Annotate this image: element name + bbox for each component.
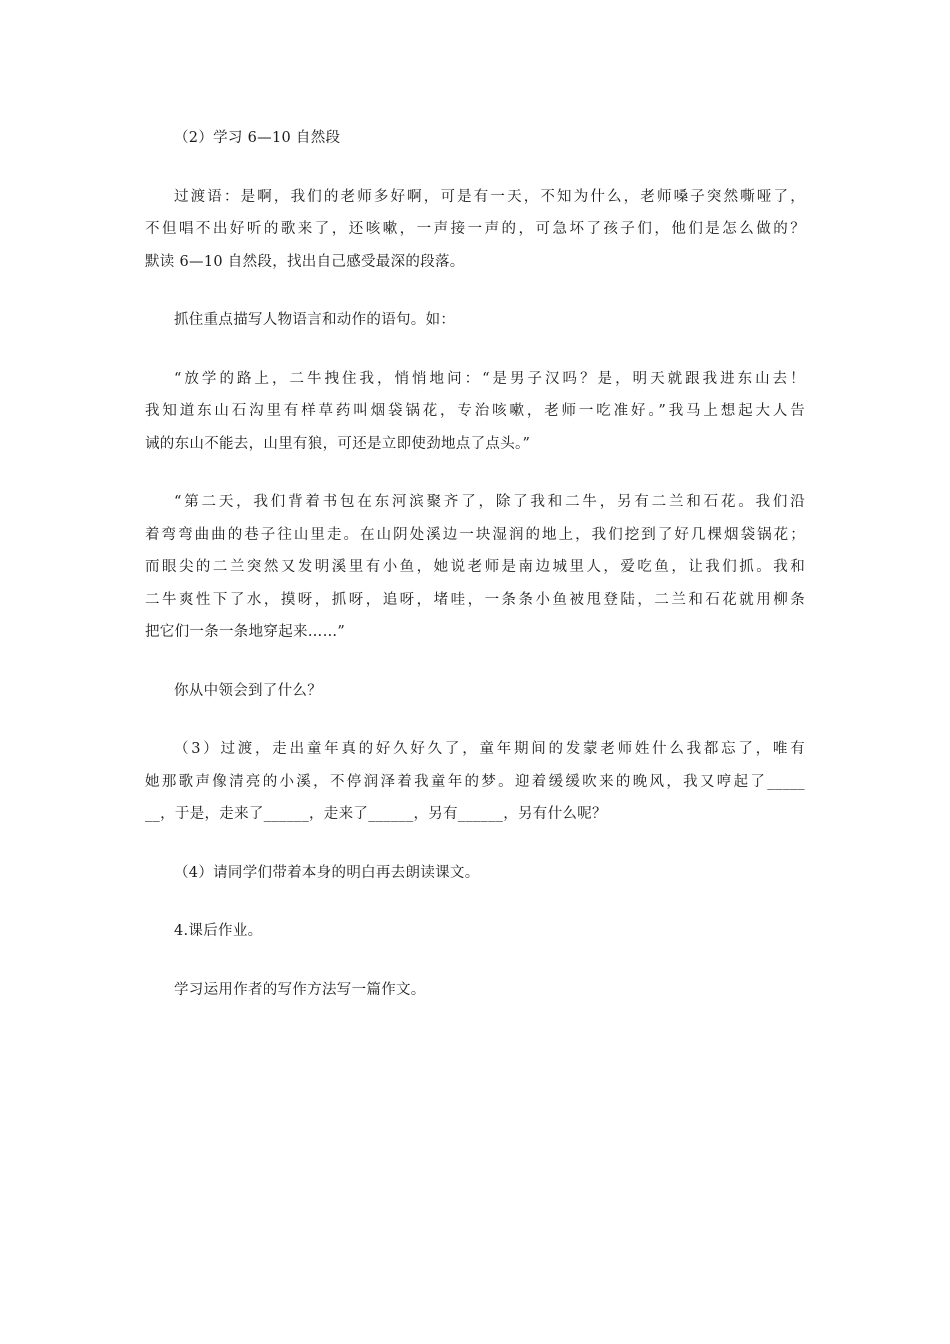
instruction-paragraph <box>145 304 805 337</box>
homework-heading <box>145 915 805 948</box>
text-line: 诫的东山不能去，山里有狼，可还是立即使劲地点了点头。” <box>145 435 531 452</box>
text-line: 你从中领会到了什么？ <box>174 682 322 699</box>
text-line: 默读 6—10 自然段，找出自己感受最深的段落。 <box>145 253 465 270</box>
text-line: 学习运用作者的写作方法写一篇作文。 <box>174 981 426 998</box>
text-line: 不但唱不出好听的歌来了，还咳嗽，一声接一声的，可急坏了孩子们，他们是怎么做的？ <box>145 221 805 237</box>
transition-paragraph <box>145 181 805 279</box>
text-line: 二牛爽性下了水，摸呀，抓呀，追呀，堵哇，一条条小鱼被甩登陆，二兰和石花就用柳条 <box>145 591 805 608</box>
text-line: “第二天，我们背着书包在东河滨聚齐了，除了我和二牛，另有二兰和石花。我们沿 <box>174 494 805 510</box>
homework-paragraph <box>145 974 805 1007</box>
section-3-paragraph <box>145 733 805 831</box>
text-line: 而眼尖的二兰突然又发明溪里有小鱼，她说老师是南边城里人，爱吃鱼，让我们抓。我和 <box>145 559 805 575</box>
text-line: （3）过渡，走出童年真的好久好久了，童年期间的发蒙老师姓什么我都忘了，唯有 <box>174 741 805 757</box>
text-line: 把它们一条一条地穿起来……” <box>145 624 346 640</box>
text-line: 抓住重点描写人物语言和动作的语句。如： <box>174 312 456 328</box>
question-paragraph <box>145 675 805 708</box>
quote-paragraph-2 <box>145 486 805 649</box>
text-line: （2）学习 6—10 自然段 <box>174 130 341 146</box>
section-4-paragraph <box>145 857 805 890</box>
quote-paragraph-1 <box>145 363 805 461</box>
text-line: 过渡语：是啊，我们的老师多好啊，可是有一天，不知为什么，老师嗓子突然嘶哑了， <box>174 188 805 205</box>
text-line: 着弯弯曲曲的巷子往山里走。在山阴处溪边一块湿润的地上，我们挖到了好几棵烟袋锅花； <box>145 526 805 543</box>
document-page <box>145 122 805 1032</box>
section-2-heading <box>145 122 805 155</box>
text-line: 她那歌声像清亮的小溪，不停润泽着我童年的梦。迎着缓缓吹来的晚风，我又哼起了_____ <box>145 773 805 790</box>
text-line: （4）请同学们带着本身的明白再去朗读课文。 <box>174 864 480 881</box>
text-line: “放学的路上，二牛拽住我，悄悄地问：“是男子汉吗？是，明天就跟我进东山去！ <box>174 370 805 387</box>
text-line: 我知道东山石沟里有样草药叫烟袋锅花，专治咳嗽，老师一吃准好。”我马上想起大人告 <box>145 403 805 419</box>
text-line: 4.课后作业。 <box>174 923 263 939</box>
text-line: __，于是，走来了______，走来了______，另有______，另有什么呢？ <box>145 806 607 822</box>
